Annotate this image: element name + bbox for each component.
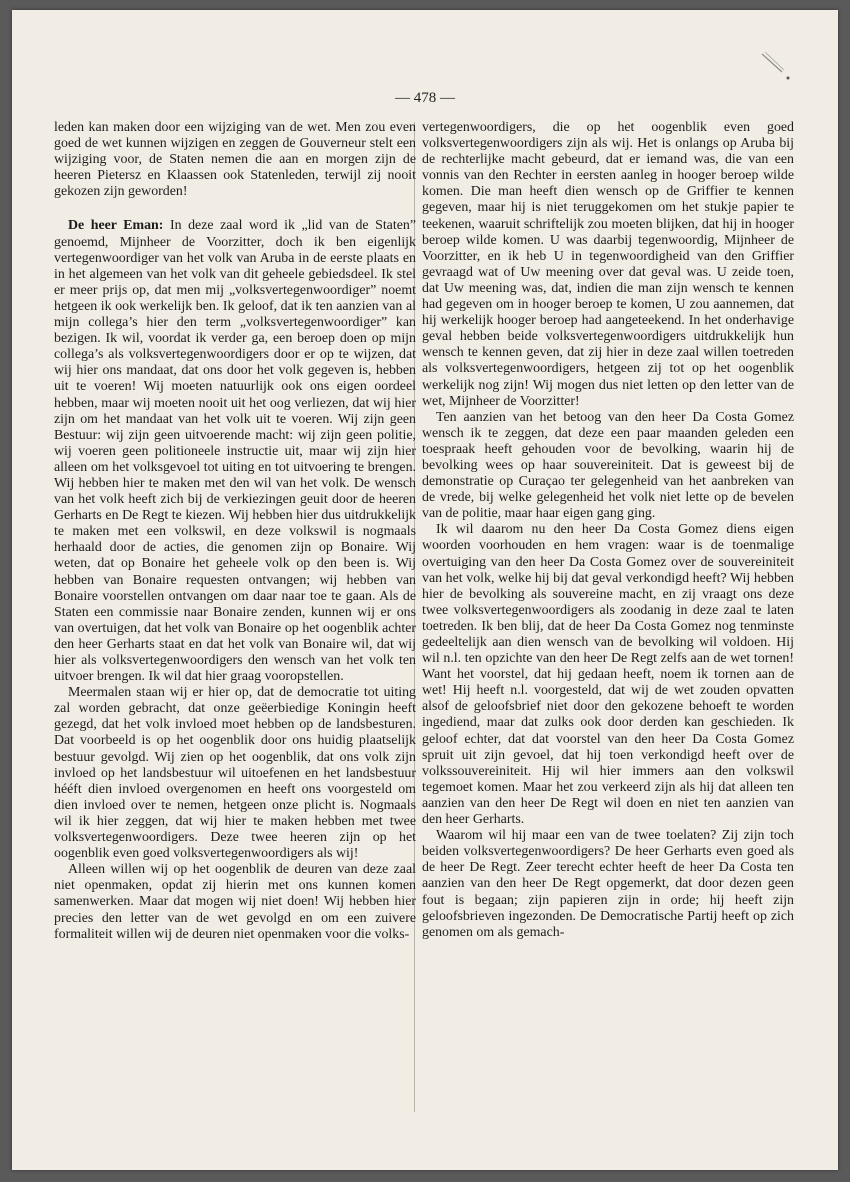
paragraph: Ik wil daarom nu den heer Da Costa Gomez diens eigen woorden voorhouden en hem vragen: waar is de toenmalige overtuiging van den heer Da Costa Gomez over de souvereiniteit van het volk, welke hij bij dat geval verkondigd heeft? Wij hebben hier de bevolking als souvereine macht, en zij vraagt ons deze twee volksvertegenwoordigers als zoodanig in deze zaal te laten toetreden. Ik ben blij, dat de heer Da Costa Gomez nog tenminste gedeeltelijk aan dien wensch van de bevolking wil voldoen. Hij wil n.l. ten opzichte van den heer De Regt zelfs aan de wet tornen! Want het voorstel, dat hij gedaan heeft, noem ik tornen aan de wet! Hij heeft n.l. voorgesteld, dat wij de wet zouden opvatten alsof de geloofsbrief niet door den gekozene behoeft te worden ingediend, maar dat zulks ook door derden kan geschieden. Ik geloof echter, dat dat voorstel van den heer Da Costa Gomez spruit uit zijn gevoel, dat hij toen verkondigd heeft over de volkssouvereiniteit. Hij wil hier immers aan den volkswil tegemoet komen. Maar het zou verkeerd zijn als hij dat alleen ten aanzien van den heer De Regt wil doen en niet ten aanzien van den heer Gerharts. <box>422 522 794 828</box>
document-page <box>12 10 838 1170</box>
right-column <box>422 120 794 941</box>
page-number: — 478 — <box>395 90 455 106</box>
paragraph: leden kan maken door een wijziging van de wet. Men zou even goed de wet kunnen wijzigen en zeggen de Gouverneur stelt een wijziging voor, de Staten nemen die aan en morgen zijn de heeren Pietersz en Klaassen ook Statenleden, terwijl zij nooit gekozen zijn geworden! <box>54 120 416 200</box>
left-column <box>54 120 416 943</box>
speaker-name: De heer Eman: <box>68 218 164 234</box>
paragraph: Alleen willen wij op het oogenblik de deuren van deze zaal niet openmaken, opdat zij hierin met ons kunnen komen samenwerken. Maar dat mogen wij niet doen! Wij hebben hier precies den letter van de wet gevolgd en om een zuivere formaliteit willen wij de deuren niet openmaken voor die volks- <box>54 862 416 942</box>
pen-mark-icon <box>760 50 790 80</box>
paragraph <box>54 218 416 685</box>
paragraph-text: In deze zaal word ik „lid van de Staten” genoemd, Mijnheer de Voorzitter, doch ik ben eigenlijk vertegenwoordiger van het volk van Aruba in de eerste plaats en in het algemeen van het volk van dit geheele gebiedsdeel. Ik stel er meer prijs op, dat men mij „volksvertegenwoordiger” noemt hetgeen ik ook werkelijk ben. Ik geloof, dat ik ten aanzien van al mijn collega’s hier den term „volksvertegenwoordiger” kan bezigen. Ik wil, voordat ik verder ga, een beroep doen op mijn collega’s als volksvertegenwoordigers door er op te wijzen, dat wij hier ons mandaat, dat ons door het volk gegeven is, hebben uit te voeren! Wij moeten natuurlijk ook ons eigen oordeel hebben, maar wij moeten nooit uit het oog verliezen, dat wij hier zijn om het mandaat van het volk uit te voeren. Wij zijn geen Bestuur: wij zijn geen uitvoerende macht: wij zijn geen politie, wij voeren geen politioneele instructie uit, maar wij zijn hier alleen om het volksgevoel tot uiting en tot uitvoering te brengen. Wij hebben hier te maken met den wil van het volk. De wensch van het volk heeft zich bij de verkiezingen geuit door de heeren Gerharts en De Regt te kiezen. Wij hebben hier dus uitdrukkelijk te maken met een volkswil, en deze volkswil is nogmaals herhaald door de acties, die genomen zijn op Bonaire. Wij weten, dat op Bonaire het geheele volk op den been is. Wij hebben van Bonaire requesten ontvangen; wij hebben van Bonaire voorstellen ontvangen om daar naar toe te gaan. Als de Staten een commissie naar Bonaire zenden, kunnen wij er ons van overtuigen, dat het volk van Bonaire op het oogenblik achter den heer Gerharts staat en dat het volk van Bonaire wil, dat wij hier als volksvertegenwoordigers den wensch van het volk ten uitvoer brengen. Ik wil dat hier graag vooropstellen. <box>54 218 416 685</box>
paragraph: vertegenwoordigers, die op het oogenblik even goed volksvertegenwoordigers zijn als wij. Het is onlangs op Aruba bij de rechterlijke macht gebeurd, dat er iemand was, die van een vonnis van den Rechter in eersten aanleg in hooger beroep wilde komen. Die man heeft dien wensch op de Griffier te kennen gegeven, maar hij is niet teruggekomen om het stukje papier te teekenen, waaruit schriftelijk zou moeten blijken, dat hij in hooger beroep wilde komen. U was daarbij tegenwoordig, Mijnheer de Voorzitter, en ik heb U in tegenwoordigheid van den Griffier gevraagd wat of Uw meening over dat geval was. U zeide toen, dat Uw meening was, dat, indien die man zijn wensch te kennen had gegeven om in hooger beroep te komen, U zou aannemen, dat hij werkelijk hooger beroep had aangeteekend. In het onderhavige geval hebben beide volksvertegenwoordigers uitdrukkelijk hun wensch te kennen geven, dat zij hier in deze zaal willen toetreden als volksvertegenwoordigers, hetgeen zij tot op het oogenblik werkelijk nog zijn! Wij mogen dus niet letten op den letter van de wet, Mijnheer de Voorzitter! <box>422 120 794 409</box>
paragraph: Meermalen staan wij er hier op, dat de democratie tot uiting zal worden gebracht, dat onze geëerbiedige Koningin heeft gezegd, dat het volk invloed moet hebben op de landsbesturen. Dat voorbeeld is op het oogenblik door ons huidig plaatselijk bestuur gevolgd. Wij zien op het oogenblik, dat ons volk zijn invloed op het landsbestuur wil uitoefenen en het landsbestuur hééft dien invloed overgenomen en heeft ons voorgesteld om dien invloed over te nemen, hetgeen onze plicht is. Nogmaals wil ik hier zeggen, dat wij hier te maken hebben met twee volksvertegenwoordigers. Deze twee heeren zijn op het oogenblik even goed volksvertegenwoordigers als wij! <box>54 685 416 862</box>
paragraph: Waarom wil hij maar een van de twee toelaten? Zij zijn toch beiden volksvertegenwoordigers? De heer Gerharts even goed als de heer De Regt. Zeer terecht echter heeft de heer Da Costa ten aanzien van den heer De Regt opgemerkt, dat door dezen geen fout is begaan; zijn papieren zijn in orde; hij heeft zijn geloofsbrieven ingezonden. De Democratische Partij heeft op zich genomen om als gemach- <box>422 828 794 940</box>
paragraph: Ten aanzien van het betoog van den heer Da Costa Gomez wensch ik te zeggen, dat deze een paar maanden geleden een toespraak heeft gehouden voor de bevolking, waarin hij de bevolking wees op haar souvereiniteit. Dat is geweest bij de demonstratie op Curaçao ter gelegenheid van het aanbreken van de vrede, bij welke gelegenheid het volk niet lette op de bevelen van de politie, maar haar eigen gang ging. <box>422 409 794 522</box>
